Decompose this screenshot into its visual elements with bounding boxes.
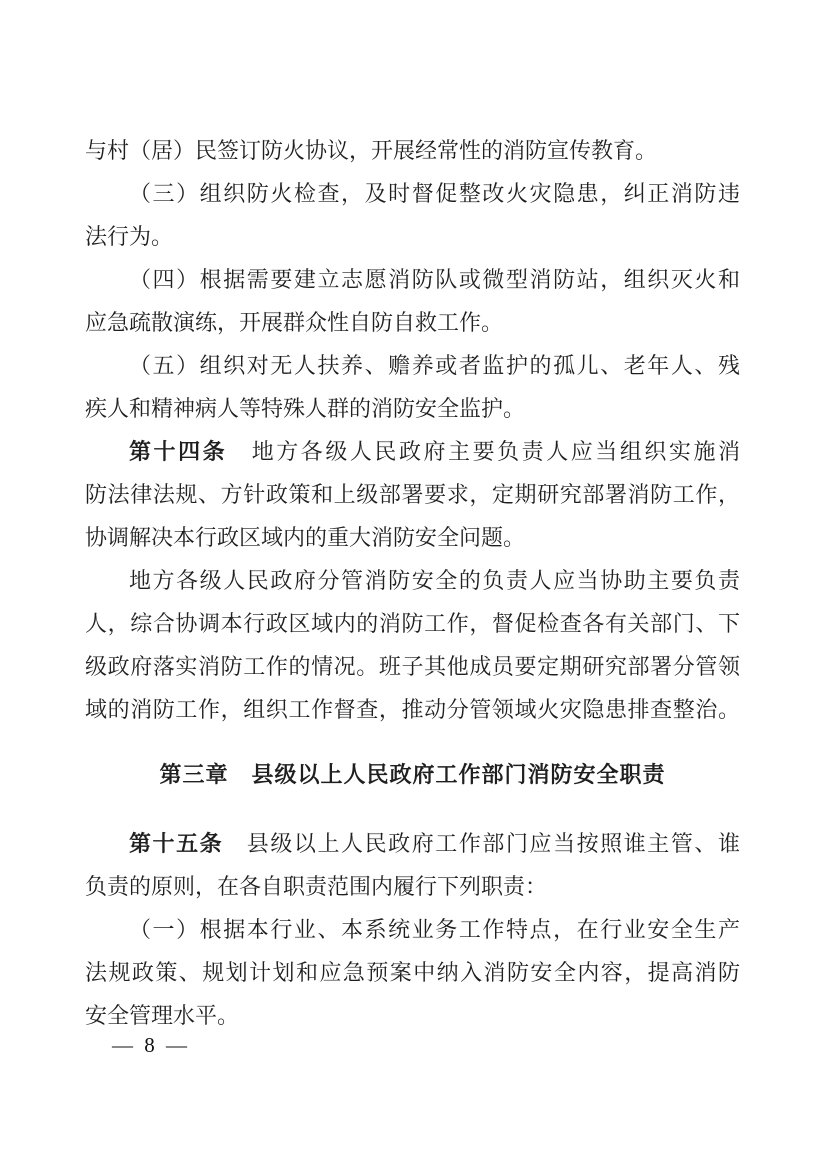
bold-text: 第十五条	[129, 831, 224, 856]
document-content	[85, 129, 740, 1037]
text-line	[85, 430, 740, 473]
body-text: 安全管理水平。	[85, 1003, 240, 1028]
text-line	[85, 215, 740, 258]
bold-text: 第三章 县级以上人民政府工作部门消防安全职责	[159, 762, 666, 787]
text-line	[85, 301, 740, 344]
text-line	[85, 865, 740, 908]
body-text: 人，综合协调本行政区域内的消防工作，督促检查各有关部门、下	[85, 611, 740, 636]
body-text: 法行为。	[85, 224, 174, 249]
body-text: 县级以上人民政府工作部门应当按照谁主管、谁	[223, 831, 740, 856]
body-text: （四）根据需要建立志愿消防队或微型消防站，组织灭火和	[129, 267, 740, 292]
text-line	[85, 908, 740, 951]
body-text: 负责的原则，在各自职责范围内履行下列职责：	[85, 874, 548, 899]
chapter-heading	[85, 753, 740, 796]
bold-text: 第十四条	[129, 439, 228, 464]
body-text: 法规政策、规划计划和应急预案中纳入消防安全内容，提高消防	[85, 960, 740, 985]
body-text: 疾人和精神病人等特殊人群的消防安全监护。	[85, 396, 526, 421]
text-line	[85, 559, 740, 602]
body-text: 域的消防工作，组织工作督查，推动分管领域火灾隐患排查整治。	[85, 697, 740, 722]
body-text: 地方各级人民政府分管消防安全的负责人应当协助主要负责	[129, 568, 740, 593]
text-line	[85, 473, 740, 516]
text-line	[85, 258, 740, 301]
body-text: 防法律法规、方针政策和上级部署要求，定期研究部署消防工作，	[85, 482, 740, 507]
body-text: （一）根据本行业、本系统业务工作特点，在行业安全生产	[129, 917, 740, 942]
text-line	[85, 822, 740, 865]
body-text: 应急疏散演练，开展群众性自防自救工作。	[85, 310, 504, 335]
text-line	[85, 516, 740, 559]
body-text: 与村（居）民签订防火协议，开展经常性的消防宣传教育。	[85, 138, 658, 163]
body-text: 地方各级人民政府主要负责人应当组织实施消	[227, 439, 740, 464]
text-line	[85, 172, 740, 215]
text-line	[85, 602, 740, 645]
body-text: （五）组织对无人扶养、赡养或者监护的孤儿、老年人、残	[129, 353, 740, 378]
body-text: 协调解决本行政区域内的重大消防安全问题。	[85, 525, 526, 550]
body-text: 级政府落实消防工作的情况。班子其他成员要定期研究部署分管领	[85, 654, 740, 679]
text-line	[85, 129, 740, 172]
text-line	[85, 344, 740, 387]
text-line	[85, 387, 740, 430]
text-line	[85, 645, 740, 688]
body-text: （三）组织防火检查，及时督促整改火灾隐患，纠正消防违	[129, 181, 740, 206]
page-number: — 8 —	[112, 1033, 190, 1057]
text-line	[85, 951, 740, 994]
text-line	[85, 688, 740, 731]
